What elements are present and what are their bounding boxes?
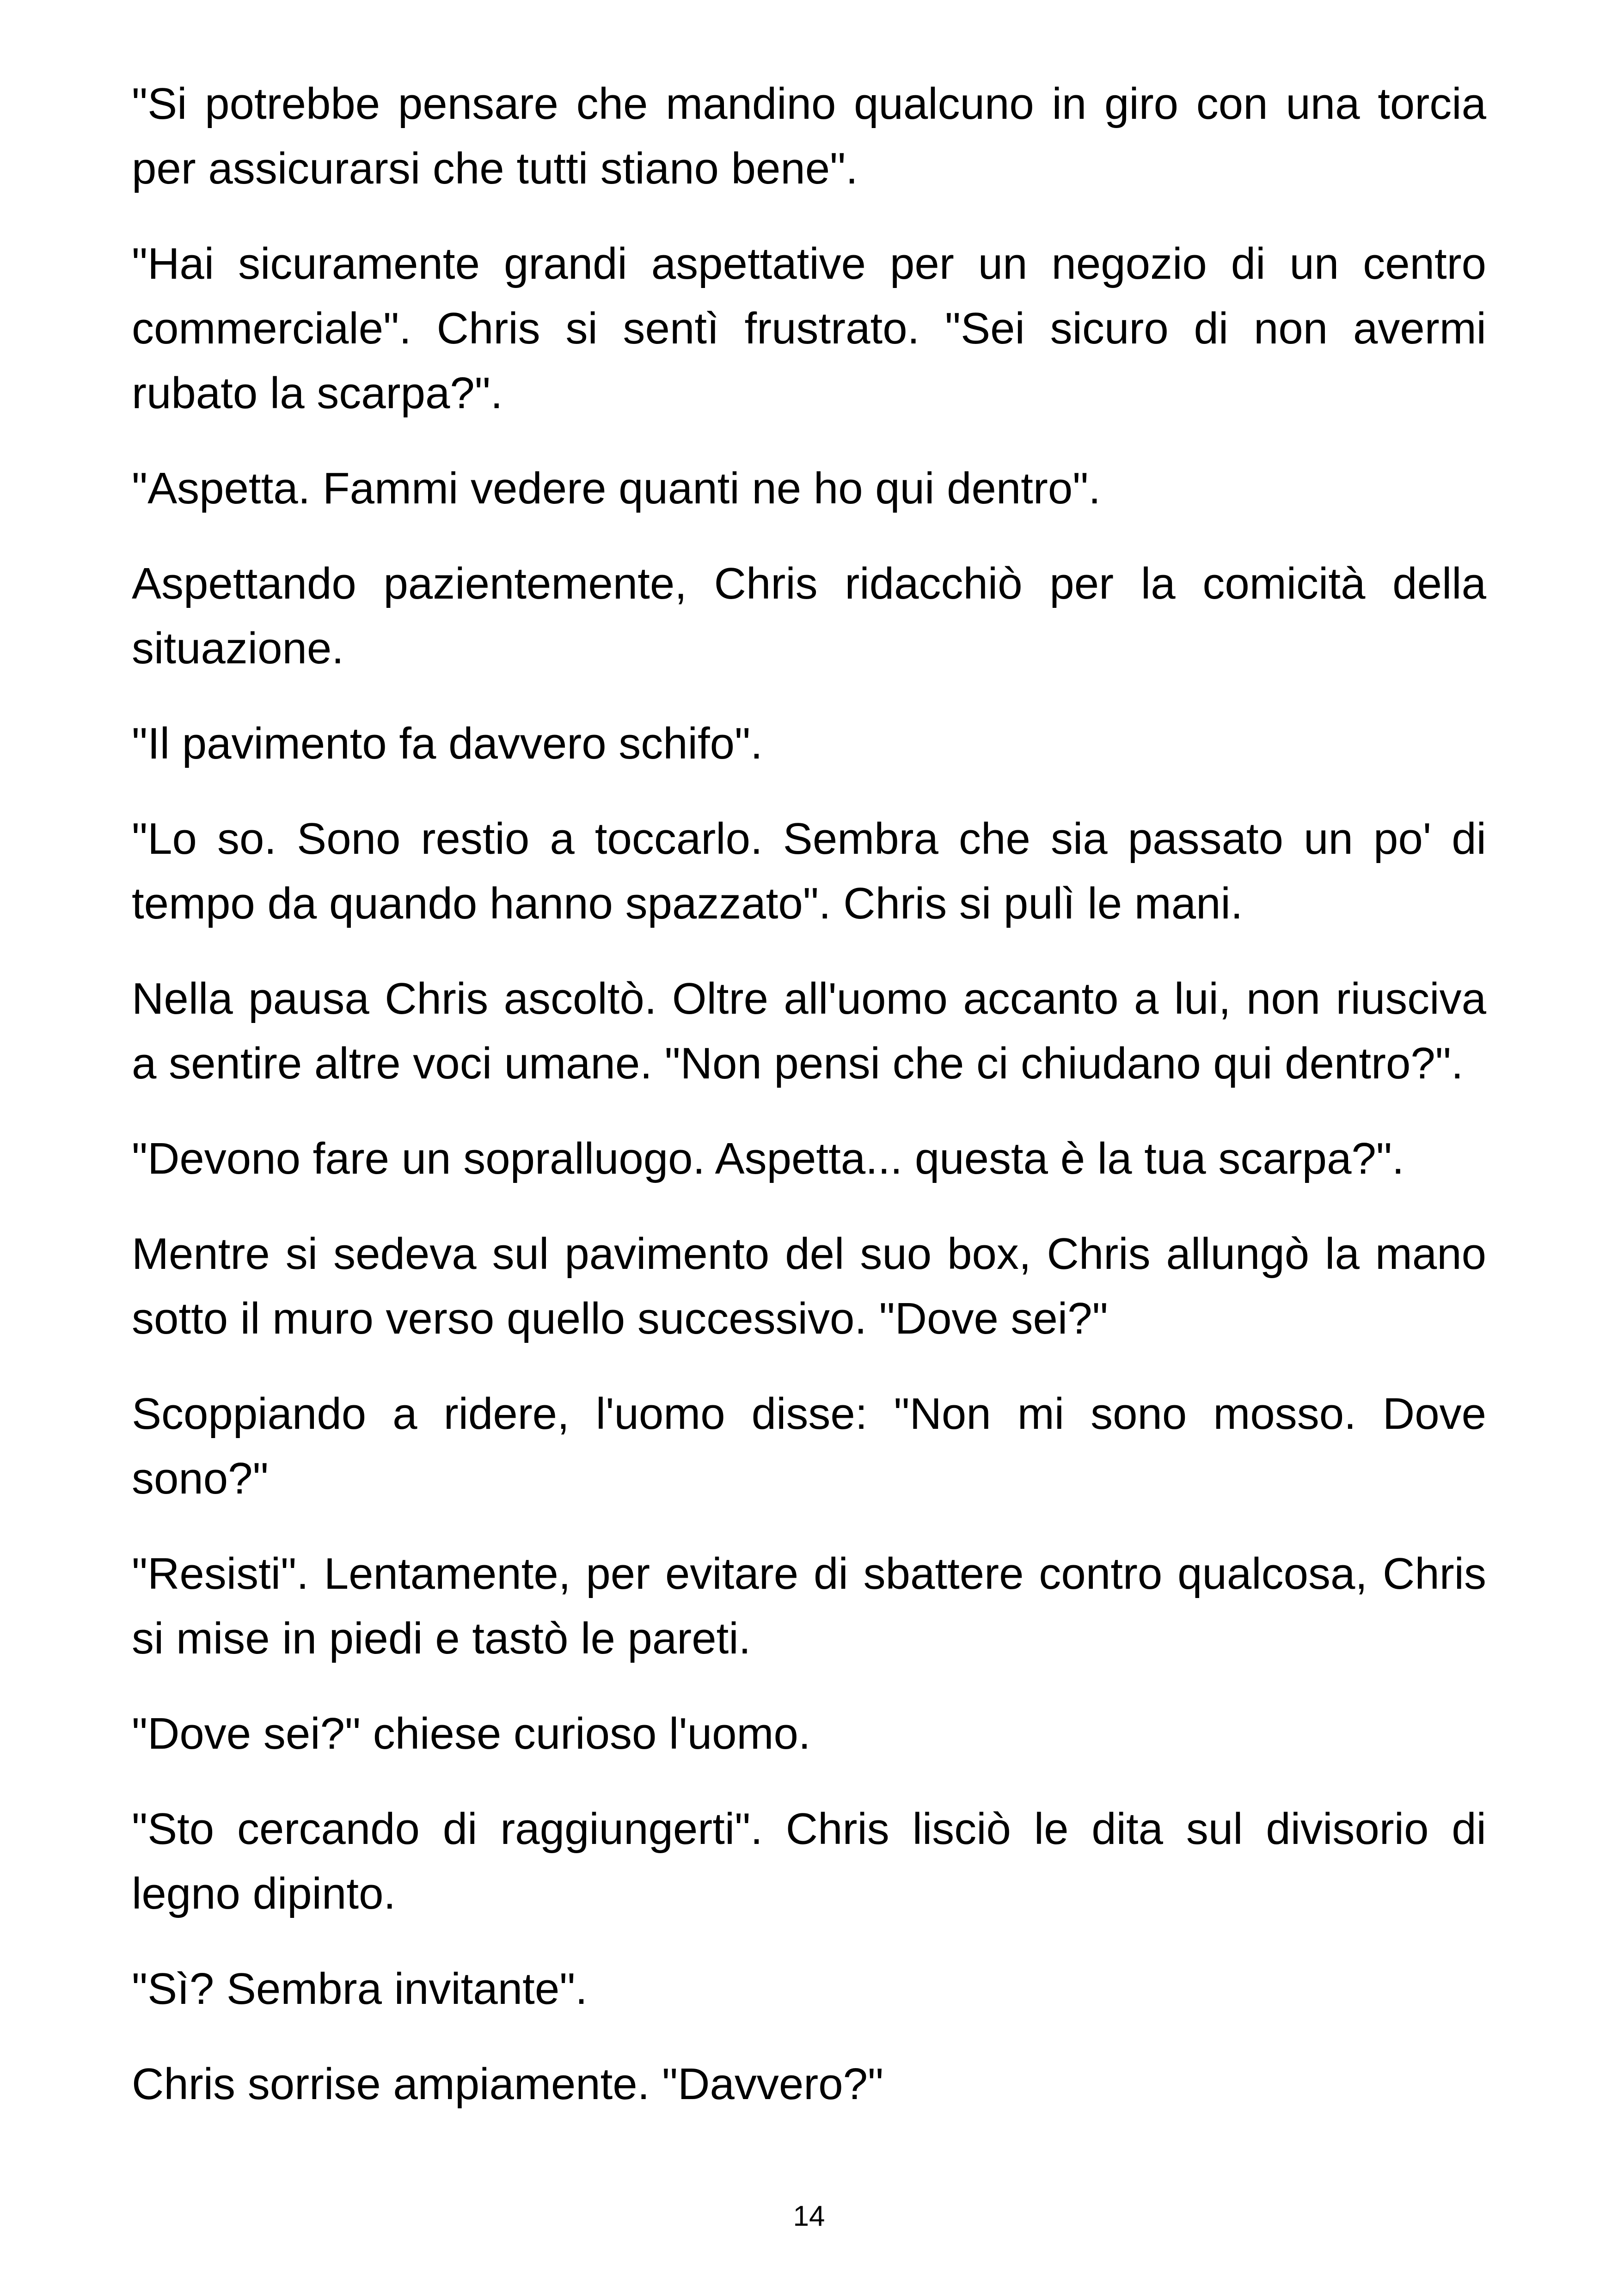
- paragraph: "Sto cercando di raggiungerti". Chris lisciò le dita sul divisorio di legno dipinto.: [132, 1804, 1486, 1918]
- paragraph: Scoppiando a ridere, l'uomo disse: "Non mi sono mosso. Dove sono?": [132, 1389, 1486, 1503]
- paragraph: Mentre si sedeva sul pavimento del suo box, Chris allungò la mano sotto il muro verso quello successivo. "Dove sei?": [132, 1229, 1486, 1343]
- body-text: [132, 72, 1486, 2147]
- paragraph: Aspettando pazientemente, Chris ridacchiò per la comicità della situazione.: [132, 559, 1486, 673]
- paragraph: "Resisti". Lentamente, per evitare di sbattere contro qualcosa, Chris si mise in piedi e tastò le pareti.: [132, 1549, 1486, 1663]
- paragraph: "Hai sicuramente grandi aspettative per un negozio di un centro commerciale". Chris si sentì frustrato. "Sei sicuro di non avermi rubato la scarpa?".: [132, 239, 1486, 418]
- paragraph: Nella pausa Chris ascoltò. Oltre all'uomo accanto a lui, non riusciva a sentire altre voci umane. "Non pensi che ci chiudano qui dentro?".: [132, 974, 1486, 1088]
- paragraph: Chris sorrise ampiamente. "Davvero?": [132, 2059, 884, 2109]
- paragraph: "Dove sei?" chiese curioso l'uomo.: [132, 1709, 811, 1758]
- paragraph: "Lo so. Sono restio a toccarlo. Sembra che sia passato un po' di tempo da quando hanno spazzato". Chris si pulì le mani.: [132, 814, 1486, 928]
- paragraph: "Sì? Sembra invitante".: [132, 1964, 588, 2014]
- paragraph: "Il pavimento fa davvero schifo".: [132, 719, 763, 768]
- paragraph: "Aspetta. Fammi vedere quanti ne ho qui dentro".: [132, 464, 1101, 513]
- page-number: 14: [793, 2200, 825, 2232]
- paragraph: "Si potrebbe pensare che mandino qualcuno in giro con una torcia per assicurarsi che tutti stiano bene".: [132, 79, 1486, 193]
- paragraph: "Devono fare un sopralluogo. Aspetta... questa è la tua scarpa?".: [132, 1134, 1404, 1183]
